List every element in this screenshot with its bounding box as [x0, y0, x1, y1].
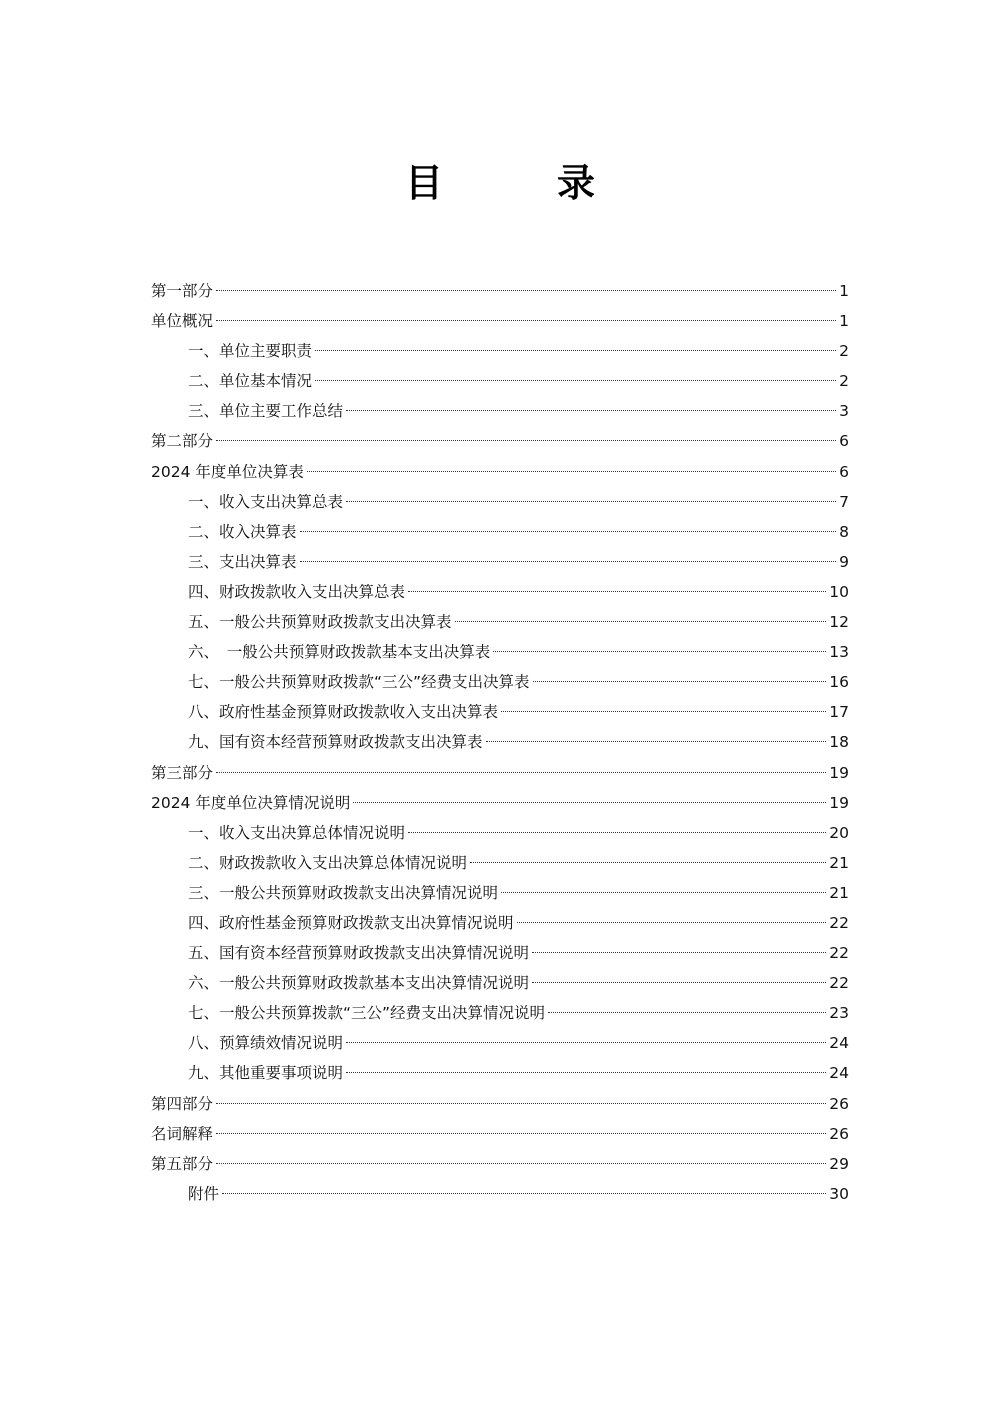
toc-entry-label: 五、国有资本经营预算财政拨款支出决算情况说明: [188, 944, 530, 963]
toc-entry[interactable]: [151, 788, 849, 818]
toc-entry[interactable]: [151, 758, 849, 788]
toc-entry[interactable]: [151, 637, 849, 667]
toc-entry[interactable]: [151, 457, 849, 487]
toc-entry[interactable]: [151, 517, 849, 547]
toc-dot-leader: [315, 350, 836, 351]
toc-entry-label: 一、单位主要职责: [188, 342, 313, 361]
toc-entry[interactable]: [151, 1149, 849, 1179]
toc-dot-leader: [408, 591, 826, 592]
toc-entry-label: 第三部分: [151, 763, 214, 782]
toc-entry[interactable]: [151, 577, 849, 607]
toc-dot-leader: [216, 1133, 826, 1134]
toc-entry-page-number: 3: [839, 402, 849, 421]
toc-entry[interactable]: [151, 878, 849, 908]
toc-entry-label: 二、单位基本情况: [188, 372, 313, 391]
toc-dot-leader: [216, 1103, 826, 1104]
toc-dot-leader: [346, 1042, 826, 1043]
toc-entry-label: 八、政府性基金预算财政拨款收入支出决算表: [188, 703, 499, 722]
toc-entry[interactable]: [151, 1028, 849, 1058]
toc-entry-label: 第四部分: [151, 1094, 214, 1113]
toc-entry-page-number: 2: [839, 372, 849, 391]
toc-entry-page-number: 1: [839, 282, 849, 300]
toc-entry[interactable]: [151, 818, 849, 848]
toc-entry-label: 二、财政拨款收入支出决算总体情况说明: [188, 853, 468, 872]
toc-entry-label: 四、政府性基金预算财政拨款支出决算情况说明: [188, 913, 514, 932]
toc-entry[interactable]: [151, 487, 849, 517]
toc-entry-label: 七、一般公共预算拨款“三公”经费支出决算情况说明: [188, 1004, 546, 1023]
toc-dot-leader: [353, 802, 826, 803]
toc-dot-leader: [346, 1072, 826, 1073]
toc-entry[interactable]: [151, 848, 849, 878]
toc-entry-page-number: 6: [839, 462, 849, 481]
table-of-contents: [151, 276, 849, 1209]
toc-entry-page-number: 22: [829, 913, 849, 932]
toc-entry[interactable]: [151, 1179, 849, 1209]
toc-entry-label: 四、财政拨款收入支出决算总表: [188, 582, 406, 601]
toc-entry[interactable]: [151, 1058, 849, 1088]
toc-entry-label: 九、其他重要事项说明: [188, 1064, 344, 1083]
toc-entry[interactable]: [151, 968, 849, 998]
toc-dot-leader: [315, 380, 836, 381]
toc-entry-label: 九、国有资本经营预算财政拨款支出决算表: [188, 733, 483, 752]
toc-dot-leader: [300, 531, 837, 532]
toc-entry-page-number: 19: [829, 793, 849, 812]
toc-entry-label: 三、一般公共预算财政拨款支出决算情况说明: [188, 883, 499, 902]
toc-entry-page-number: 19: [829, 763, 849, 782]
toc-entry-label: 二、收入决算表: [188, 522, 297, 541]
toc-dot-leader: [408, 832, 826, 833]
toc-entry-label: 五、一般公共预算财政拨款支出决算表: [188, 613, 452, 632]
toc-dot-leader: [455, 621, 827, 622]
toc-entry-page-number: 13: [829, 643, 849, 662]
toc-entry-page-number: 21: [829, 853, 849, 872]
toc-dot-leader: [470, 862, 826, 863]
toc-entry-label: 名词解释: [151, 1124, 214, 1143]
toc-entry-page-number: 17: [829, 703, 849, 722]
toc-dot-leader: [493, 651, 826, 652]
toc-entry-label: 七、一般公共预算财政拨款“三公”经费支出决算表: [188, 673, 530, 692]
toc-entry-label: 六、一般公共预算财政拨款基本支出决算情况说明: [188, 974, 530, 993]
toc-entry-page-number: 24: [829, 1034, 849, 1053]
toc-entry-page-number: 26: [829, 1124, 849, 1143]
toc-dot-leader: [222, 1193, 826, 1194]
toc-entry[interactable]: [151, 396, 849, 426]
toc-entry-label: 2024 年度单位决算情况说明: [151, 793, 351, 812]
toc-entry-page-number: 16: [829, 673, 849, 692]
toc-entry-label: 第五部分: [151, 1154, 214, 1173]
toc-dot-leader: [532, 982, 826, 983]
toc-dot-leader: [532, 952, 826, 953]
toc-entry-page-number: 12: [829, 613, 849, 632]
toc-dot-leader: [216, 320, 836, 321]
toc-dot-leader: [216, 1163, 826, 1164]
toc-entry-label: 附件: [188, 1184, 220, 1203]
toc-entry[interactable]: [151, 998, 849, 1028]
toc-entry-label: 一、收入支出决算总表: [188, 492, 344, 511]
page-title: 目 录: [404, 160, 633, 205]
toc-entry-page-number: 9: [839, 552, 849, 571]
toc-entry-label: 三、支出决算表: [188, 552, 297, 571]
toc-dot-leader: [517, 922, 827, 923]
toc-entry-page-number: 24: [829, 1064, 849, 1083]
toc-dot-leader: [501, 711, 826, 712]
toc-entry[interactable]: [151, 426, 849, 456]
toc-entry[interactable]: [151, 1119, 849, 1149]
toc-entry-page-number: 23: [829, 1004, 849, 1023]
toc-entry-page-number: 22: [829, 944, 849, 963]
toc-entry-page-number: 8: [839, 522, 849, 541]
toc-entry-page-number: 26: [829, 1094, 849, 1113]
toc-dot-leader: [216, 440, 836, 441]
toc-entry[interactable]: [151, 607, 849, 637]
toc-entry-page-number: 18: [829, 733, 849, 752]
toc-entry-page-number: 2: [839, 342, 849, 361]
toc-entry-page-number: 20: [829, 823, 849, 842]
toc-entry[interactable]: [151, 1089, 849, 1119]
toc-entry-page-number: 6: [839, 432, 849, 451]
toc-entry-page-number: 7: [839, 492, 849, 511]
toc-entry-label: 三、单位主要工作总结: [188, 402, 344, 421]
toc-dot-leader: [216, 290, 836, 291]
toc-dot-leader: [486, 741, 827, 742]
toc-entry-label: 2024 年度单位决算表: [151, 462, 304, 481]
toc-entry[interactable]: [151, 276, 849, 306]
toc-entry-label: 第一部分: [151, 282, 214, 300]
toc-entry-label: 八、预算绩效情况说明: [188, 1034, 344, 1053]
toc-entry[interactable]: [151, 667, 849, 697]
toc-entry-label: 六、 一般公共预算财政拨款基本支出决算表: [188, 643, 491, 662]
toc-entry-page-number: 1: [839, 312, 849, 331]
toc-dot-leader: [533, 681, 827, 682]
toc-dot-leader: [501, 892, 826, 893]
toc-entry-page-number: 30: [829, 1184, 849, 1203]
toc-entry-label: 单位概况: [151, 312, 214, 331]
toc-dot-leader: [346, 501, 836, 502]
toc-dot-leader: [300, 561, 837, 562]
toc-entry[interactable]: [151, 366, 849, 396]
toc-dot-leader: [548, 1012, 826, 1013]
toc-entry[interactable]: [151, 547, 849, 577]
toc-entry-label: 第二部分: [151, 432, 214, 451]
toc-entry-page-number: 29: [829, 1154, 849, 1173]
toc-entry[interactable]: [151, 336, 849, 366]
toc-entry[interactable]: [151, 306, 849, 336]
toc-entry-page-number: 21: [829, 883, 849, 902]
toc-entry-page-number: 10: [829, 582, 849, 601]
toc-entry-label: 一、收入支出决算总体情况说明: [188, 823, 406, 842]
toc-entry[interactable]: [151, 938, 849, 968]
toc-entry-page-number: 22: [829, 974, 849, 993]
toc-entry[interactable]: [151, 908, 849, 938]
toc-dot-leader: [307, 471, 836, 472]
toc-dot-leader: [216, 772, 826, 773]
toc-entry[interactable]: [151, 727, 849, 757]
toc-dot-leader: [346, 410, 836, 411]
toc-entry[interactable]: [151, 697, 849, 727]
